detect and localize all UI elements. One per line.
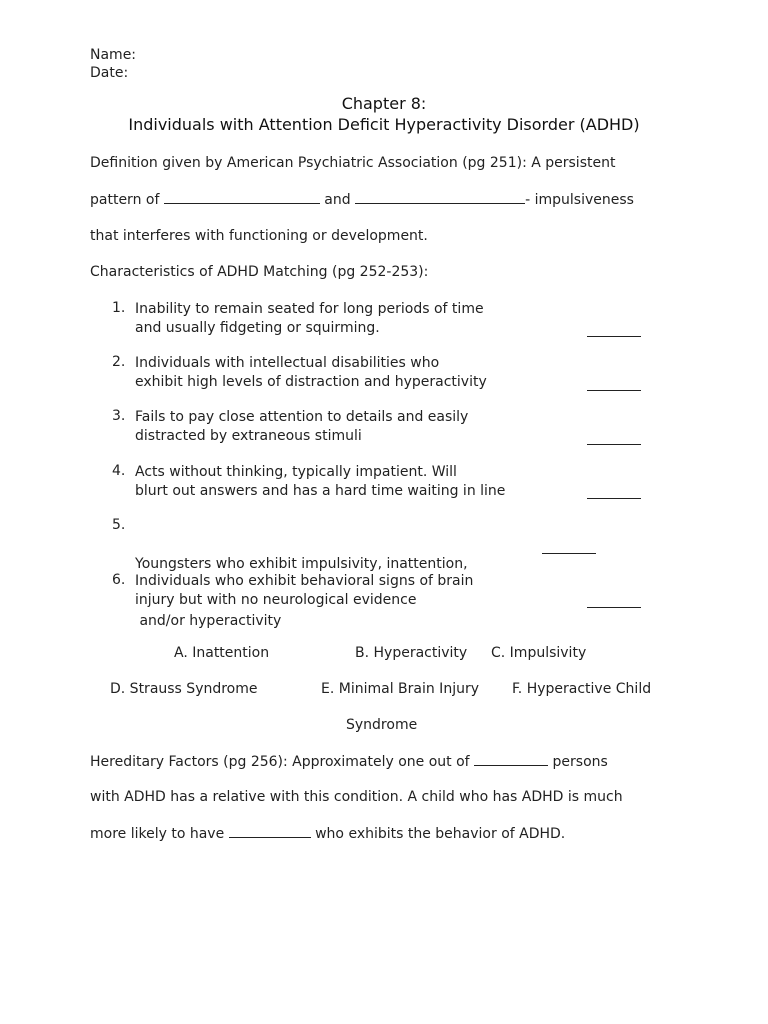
matching-heading: Characteristics of ADHD Matching (pg 252-253):	[90, 264, 429, 280]
item-6-text	[135, 572, 473, 610]
definition-blank-2[interactable]	[355, 191, 525, 204]
option-a: A. Inattention	[174, 645, 270, 661]
definition-blank-1[interactable]	[164, 191, 320, 204]
definition-and: and	[324, 192, 351, 208]
hereditary-line-1	[90, 753, 608, 770]
definition-line-3: that interferes with functioning or development.	[90, 228, 428, 244]
item-6-line-1: Individuals who exhibit behavioral signs of brain	[135, 573, 474, 589]
chapter-subtitle: Individuals with Attention Deficit Hyperactivity Disorder (ADHD)	[128, 115, 640, 134]
item-1-answer-blank[interactable]	[587, 336, 641, 337]
hereditary-suffix-2: who exhibits the behavior of ADHD.	[315, 826, 566, 842]
item-number: 3.	[112, 408, 126, 424]
item-2-text	[135, 354, 487, 392]
item-5-line-1: Youngsters who exhibit impulsivity, inattention,	[135, 556, 468, 572]
item-2-answer-blank[interactable]	[587, 390, 641, 391]
item-6-answer-blank[interactable]	[587, 607, 641, 608]
definition-line-2	[90, 191, 634, 208]
item-3-text	[135, 408, 468, 446]
item-number: 2.	[112, 354, 126, 370]
option-e: E. Minimal Brain Injury	[321, 681, 479, 697]
hereditary-line-2: with ADHD has a relative with this condition. A child who has ADHD is much	[90, 789, 623, 805]
item-1-line-2: and usually fidgeting or squirming.	[135, 320, 380, 336]
item-number: 1.	[112, 300, 126, 316]
option-b: B. Hyperactivity	[355, 645, 468, 661]
item-3-line-2: distracted by extraneous stimuli	[135, 428, 362, 444]
item-number: 6.	[112, 572, 126, 588]
item-5-line-2: and/or hyperactivity	[135, 613, 282, 629]
item-4-line-1: Acts without thinking, typically impatient. Will	[135, 464, 457, 480]
item-4-line-2: blurt out answers and has a hard time waiting in line	[135, 483, 506, 499]
item-4-text	[135, 463, 505, 501]
item-3-answer-blank[interactable]	[587, 444, 641, 445]
hereditary-blank-1[interactable]	[474, 753, 548, 766]
item-1-text	[135, 300, 484, 338]
item-2-line-2: exhibit high levels of distraction and hyperactivity	[135, 374, 487, 390]
hereditary-prefix-2: more likely to have	[90, 826, 225, 842]
item-number: 4.	[112, 463, 126, 479]
hereditary-line-3	[90, 825, 565, 842]
definition-prefix: pattern of	[90, 192, 160, 208]
option-d: D. Strauss Syndrome	[110, 681, 258, 697]
option-f: F. Hyperactive Child	[512, 681, 652, 697]
option-f-continued: Syndrome	[346, 717, 418, 733]
item-2-line-1: Individuals with intellectual disabilities who	[135, 355, 440, 371]
item-5-answer-blank[interactable]	[542, 553, 596, 554]
item-6-line-2: injury but with no neurological evidence	[135, 592, 417, 608]
hereditary-suffix: persons	[552, 754, 608, 770]
definition-line-1: Definition given by American Psychiatric Association (pg 251): A persistent	[90, 155, 616, 171]
item-number: 5.	[112, 517, 126, 533]
item-4-answer-blank[interactable]	[587, 498, 641, 499]
definition-suffix: - impulsiveness	[525, 192, 634, 208]
hereditary-prefix: Hereditary Factors (pg 256): Approximately one out of	[90, 754, 470, 770]
chapter-title: Chapter 8:	[341, 94, 427, 113]
item-1-line-1: Inability to remain seated for long periods of time	[135, 301, 484, 317]
item-3-line-1: Fails to pay close attention to details and easily	[135, 409, 469, 425]
date-label: Date:	[90, 65, 129, 81]
hereditary-blank-2[interactable]	[229, 825, 311, 838]
name-label: Name:	[90, 47, 137, 63]
option-c: C. Impulsivity	[491, 645, 587, 661]
